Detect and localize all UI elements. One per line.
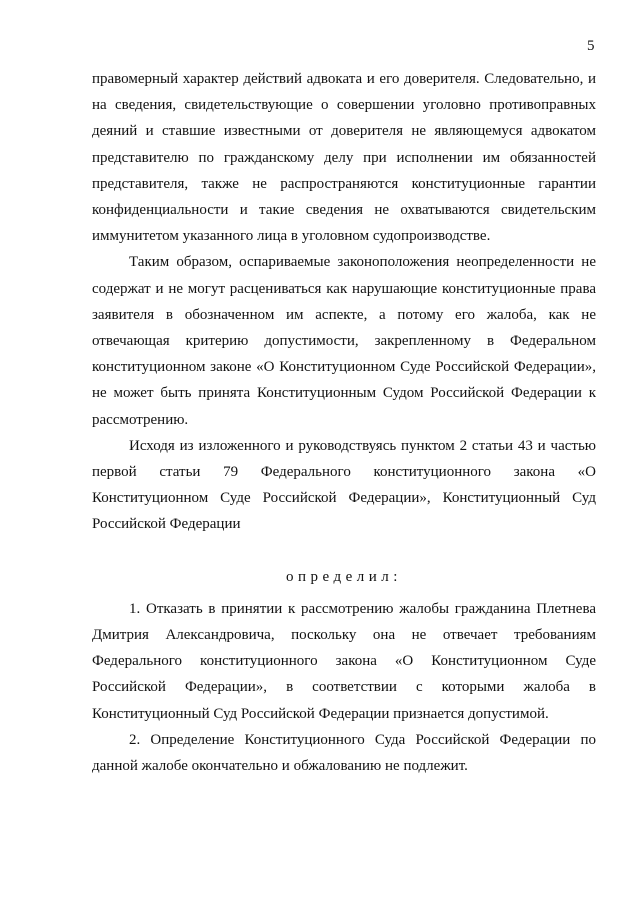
ruling-item-2: 2. Определение Конституционного Суда Российской Федерации по данной жалобе окончательно и обжалованию не подлежит. [92,731,596,775]
document-body [92,66,596,779]
page-number: 5 [587,38,595,54]
paragraph-conclusion: Таким образом, оспариваемые законоположения неопределенности не содержат и не могут расцениваться как нарушающие конституционные права заявителя в обозначенном им аспекте, а потому его жалоба, как не отвечающая критерию допустимости, закрепленному в Федеральном конституционном законе «О Конституционном Суде Российской Федерации», не может быть принята Конституционным Судом Российской Федерации к рассмотрению. [92,254,596,428]
ruling-item-1: 1. Отказать в принятии к рассмотрению жалобы гражданина Плетнева Дмитрия Александровича, поскольку она не отвечает требованиям Федерального конституционного закона «О Конституционном Суде Российской Федерации», в соответствии с которыми жалоба в Конституционный Суд Российской Федерации признается допустимой. [92,600,596,722]
paragraph-basis: Исходя из изложенного и руководствуясь пунктом 2 статьи 43 и частью первой статьи 79 Федерального конституционного закона «О Конституционном Суде Российской Федерации», Конституционный Суд Российской Федерации [92,437,596,533]
decision-heading: определил: [286,568,402,585]
paragraph-continuation: правомерный характер действий адвоката и его доверителя. Следовательно, и на сведения, свидетельствующие о совершении уголовно противоправных деяний и ставшие известными от доверителя не являющемуся адвокатом представителю по гражданскому делу при исполнении им обязанностей представителя, также не распространяются конституционные гарантии конфиденциальности и такие сведения не охватываются свидетельским иммунитетом указанного лица в уголовном судопроизводстве. [92,71,596,245]
